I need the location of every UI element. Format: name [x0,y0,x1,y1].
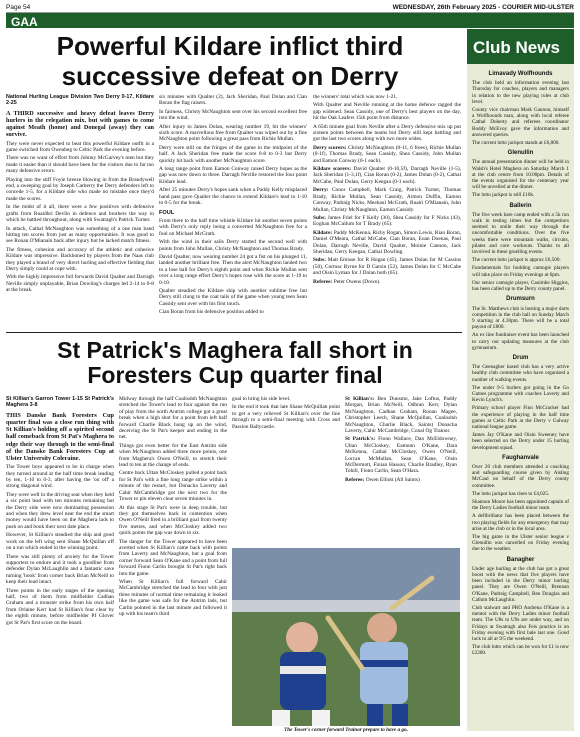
paragraph: Things got even better for the East Antrim side when McNaughton added three more points, one from Maghera's Owen O'Neill, to stretch their lead to ten at the change of ends. [119,442,227,469]
team-label: St Killian's: [345,396,378,402]
paragraph: Qualter steadied the Kildare ship with another sublime free but Derry still clung to the coat tails of the game when young teen Sean Cassidy sent over with his first touch. [159,287,307,307]
paragraph: The Tower boys appeared to be in charge when they turned around at the half time break leading by ten, 1-10 to 0-3, after having the 'on off' a strong diagonal wind. [6,464,114,490]
paragraph: Midway through the half Coalisdoh McNaughton stretched the Tower's lead to four against the run of play from the north Antrim college got a great break when a high shot for a point from left half forward Charlie Black hung up on the wind, deceiving the St Pat's keeper and ending in the net. [119,396,227,441]
article2-teams [345,396,457,483]
article2-col2-paras [119,396,227,617]
club-news-panel [467,29,574,731]
club-news-body [467,64,574,662]
team-line [313,187,461,213]
team-label: Referee: [345,476,366,483]
article2-lead: THIS Danske Bank Foresters Cup quarter final was a close run thing with St Killian's holding off a spirited second half comeback from St Pat's Maghera to edge their way through to the semi-final of the Danske Bank Foresters Cup at Ulster University Coleraine. [6,411,114,463]
paragraph: In fairness, Christy McNaughton sent over his second excellent free into the wind. [159,108,307,122]
paragraph: Cian Boran from his defensive position added to [159,309,264,316]
article1-crosshead: FOUL [159,209,175,216]
team-label: Subs: [313,257,328,264]
team-text: Conor Campbell, Mark Craig, Patrick Turner, Thomas Brady, Richie Mullan, Sean Cassidy, Aimon Duffin, Eamon Conway, Padraig Nicks, Meehaul McGrath, Ruairi O'Mianain, John Mullan, Christy McNaughton, Eamon Cassidy. [313,187,461,213]
club-name: Drumsurn [506,296,535,303]
team-text: Christy McNaughton (0-11, 6 frees), Richie Mullan (0-1f), Thomas Brady, Sean Cassidy, Shea Cassidy, John Mullan and Eamon Conway (0-1 each). [313,144,461,164]
paragraph: However, St Killian's steadied the ship and good work on the left wing sent Shane McQuillan off on a run which ended in the winning point. [6,532,114,552]
team-text: Fionn Wallace, Dan McEldowney, Ultan McCloskey, Eamonn O'Kane, Dara McKenna, Cathal McCloskey, Owen O'Neill, Lorcan McMullan, Sean O'Kane, Oisin McDermott, Finian Hasson, Charlie Bradley, Ryan Tohill, Fionn Carlin, Sean O'Hara. [345,436,457,475]
club-news-paragraph: The current lotto jackpot stands at £6,800. [472,140,560,147]
team-text: Peter Owens (Down). [333,278,381,285]
team-line [313,145,461,164]
paragraph: the winners' total which was now 1-21. [313,94,398,100]
headline-maghera: St Patrick's Maghera fall short in Foresters Cup quarter final [57,337,413,388]
paragraph: Three points in the early stages of the opening half, two of them from midfielder Cadhan Graham and a monster strike from his own half from Orlaine Kerr had St Killian's four clear by the eighth minute, before midfielder PJ Glover got St Pat's first score on the board. [6,587,114,626]
page-number: Page 54 [6,3,31,11]
club-name: Limavady Wolfhounds [488,71,553,77]
team-line [313,230,461,256]
hurling-photo-illustration [232,548,460,726]
club-news-paragraph: Our senior camogie player, Caoimhe Higgins, has been called up to the Derry county panel. [472,279,569,293]
paragraph: With the wind in their sails Derry started the second well with points from John Mullan, Christy McNaughton and Thomas Brady. [159,239,307,252]
club-news-paragraph: The under 9-5 hurlers got going in the Go Games programme with coaches Laverty and Kevin Lynch's. [472,384,569,404]
team-text: Ben Dunsmo, Jake Loftus, Paddy Morgan, Brian McNeill, Odhran Kerr, Dylan McNaughton, Cadhan Graham, Ronan Magee, Christopher Leech, Shane McQuillan, Coalisdoh McNaughton, Charlie Black, Saints) Donacha Laverty, Cahir McCambridge, Conal Og Trainor. [345,396,457,435]
team-text: Paddy McKenna, Richy Rogan, Simon Lewis, Rian Boran, Daniel O'Meara, Cathal McCabe, Cian Boran, Eoan Doenas, Paul Dolan, Darragh Neville, David Qualter, Moinie Cannon, Jack Sheridan, Gerry Keegan, Cathal Dowling. [313,229,461,255]
club-news-paragraph: The lotto jackpot has risen to £4,025. [472,490,550,497]
section-label: GAA [11,15,38,29]
club-news-paragraph: Under age hurling at the club has got a great boost with the news that five players have been included in the Derry minor hurling panel. They are Owen O'Neill, Brennan O'Kane, Padraig Campbell, Ben Douglas and Callum McLaughlin. [472,565,569,603]
club-news-paragraph: The annual presentation dinner will be held in Walsh's Hotel Maghera on Saturday March 1 at the club centre from 10.00pm. Details of the events organised for the centenary year will be unveiled at the dinner. [472,159,569,191]
team-label: Referee: [313,278,334,285]
article2-column-2 [119,396,227,619]
team-text: Matt Emisse for R Hogan (45), James Dolan for M Cassius (50), Cormac Byrne for D Garsin (52), James Dolan for C McCabe and Oisin Lyman for J Dolan both (65). [313,257,461,277]
article1-col2-paras [159,94,307,207]
club-news-paragraph: Primary school player Finn McCracker had the experience of playing in the half time games at Celtic Park at the Derry v Galway national league game. [472,405,569,430]
club-news-paragraph: Club stalwart and PRO Andrena O'Kane is a mentor with the Derry Ladies minor football team. The U8s to U9s are under way, and on Fridays at Swatragh also Feis practice is on Friday evening with first bale last one. Good luck to all at 9/5 the weekend. [472,605,569,643]
club-news-paragraph: Fundamentals for budding camogie players will take place on Friday evenings at 6pm. [472,265,569,278]
paragraph: The fitness, cohesion and accuracy of the athletic and cohesive Kildare was impressive. Backboned by players from the Naas club they played a brand of very direct hurling and effective fielding that Derry simply could at cope with. [6,246,154,272]
article2-col1-paras [6,464,114,626]
page-header [6,2,574,13]
paragraph: They were well in the driving seat when they held a six point lead with ten minutes remaining but the Derry side were now dominating possession and when they drew level near the end the smart money would have been on the Maghera lads to push on and book their next date place. [6,491,114,530]
paragraph: In the end it took that late Shane McQuillan point to get a very relieved St Killian's over the line through to a semi-final meeting with Cross and Passion Ballycastle. [232,404,340,430]
team-label: Derry: [313,187,332,194]
paragraph: Derry were still on the fringes of the game in the midpoint of the half. A Jack Sheridan free made the score 0-8 to 0-3 but Derry quickly hit back with another McNaughton score. [159,144,307,164]
paragraph: six minutes with Qualter (2), Jack Sheridan, Paul Dolan and Cian Boran the flag raisers. [159,94,307,107]
article1-col3-paras [313,94,461,143]
club-news-paragraph: Shannon Moore has been appointed captain of the Derry Ladies football minor team. [472,498,569,512]
club-news-paragraph: The St. Matthews club is hosting a major darts competition in the club hall on Sunday March 9 starting at 4.30pm. There will be a total payout of £800. [472,305,569,331]
paragraph: They were never expected to beat this powerful Kildare outfit in a game switched from Owenbeg to Celtic Park the evening before. [6,140,154,154]
club-news-paragraph: County vice chairman Mark Gannon, himself a Wolfhounds man, along with local referee Cathal Doherty and referees coordinator Roddy McEvoy gave the information and answered queries. [472,107,569,138]
issue-date: WEDNESDAY, 26th February 2025 - COURIER MID-ULSTER [392,3,574,11]
team-line [345,436,457,474]
club-name: Ballerin [509,202,532,209]
paragraph: The danger for the Tower appeared to have been averted when St Killian's came back with points from Laverty and McNaughton, but a goal from corner forward Sean O'Kane and a point from full forward Fionn Carlin brought St Pat's right back into the game. [119,538,227,577]
article2-column-4 [345,396,457,485]
team-line [345,477,457,483]
club-news-paragraph: Over 20 club members attended a coaching and safeguarding course given by Aisling McCaul on behalf of the Derry county committee. [472,463,569,489]
article1-col1-paras [6,141,154,294]
club-news-paragraph: The club lotto which can be won for £1 is now £2200. [472,644,569,657]
team-label: St Patrick's: [345,436,379,443]
article2-column-1 [6,396,114,628]
club-news-paragraph: The club held an information evening last Thursday for coaches, players and managers in relation to the new playing rules at club level. [472,80,569,105]
club-news-paragraph: A defibrillator has been placed between the two playing fields for any emergency that may arise at the club or in the local area. [472,513,569,532]
club-news-title: Club News [467,29,574,64]
paragraph: Centre back Ultan McCloskey pulled a point back for St Pat's with a fine long range strike within a minute of the restart, but Donacha Laverty and Cahir McCambridge got the next two for the Tower to pin eleven clear seven minutes in. [119,470,227,503]
paragraph: In attack, Cathal McNaughton was something of a one man band hitting ten scores from just as many opportunities. It was good to see Ronan O'Mianain back after injury but he lacked match fitness. [6,225,154,245]
article2-col3-paras [232,396,340,430]
article1-teams [313,145,461,285]
team-line [313,279,461,285]
article1-column-3 [313,94,461,287]
club-name: Glenullin [507,150,534,157]
article1-lead: A THIRD successive and heavy defeat leaves Derry hurlers in the relegation mix, but with games to come against Meath (home) and Donegal (away) they can survive. [6,109,154,139]
hurling-photo [232,548,460,726]
headline-kildare-derry: Powerful Kildare inflict third successive defeat on Derry [56,31,404,91]
club-news-paragraph: The lotto jackpot is still £10k. [472,192,535,199]
club-news-paragraph: The five week bare camp ended with a 5k run walk in testing times but the competitors seemed to smile their way through the uncomfortable conditions. Over the five weeks there were mountain walks, circuits, pilates and core workouts. Thanks to all involved in these gruelling events. [472,211,569,256]
paragraph: With Qualter and Neville running at the home defence ragged the gap widened. Sean Cassidy, one of Derry's best players on the day, hit the Oak Leafers 15th point from distance. [313,102,461,122]
paragraph: With the highly impressive full forwards David Qualter and Darragh Neville simply unplayable, Brian Dowling's charges led 2-14 to 0-8 at the break. [6,274,154,294]
team-label: Derry scorers: [313,144,349,151]
team-line [345,396,457,434]
article1-column-2 [159,94,307,318]
team-text: Owen Elliott (All Saints) [365,476,420,483]
photo-caption: The Tower's corner forward Trainor prepare to have a go. [284,727,408,733]
paragraph: A 65th minute goal from Neville after a Derry defensive mix up put sixteen points between the teams but Derry still kept battling and got the last two scores along with two more wides. [313,123,461,143]
paragraph: There was no want of effort from Johnny McGarvey's men but they made it easier than it should have been for the visitors due to far too many defensive errors. [6,155,154,175]
paragraph: When St Killian's full forward Cahir McCambridge stretched the lead to four with just three minutes of normal time remaining it looked like the game was safe for the Antrim lads, but Carlin pointed in the last minute and followed it up with his team's third [119,578,227,617]
team-text: David Qualter (0-10,5f), Darragh Neville (1-5), Jack Sheridan (1-3,1f), Cian Boran (0-2), James Dolan (0-2), Cathal McCabe, Paul Dolan, Gerry Keegan (0-1 each). [313,166,461,185]
club-news-paragraph: An ex line fundraiser event has been launched to carry out updating measures at the club gymnasium. [472,332,569,351]
paragraph: David Qualter, now wearing number 24 got a fist on his plunged 11, landed another brilliant free. Then the alert McNaughton landed two to a lose ball for Derry's eighth point and when Richie Mullan sent over a long range effort Derry's hopes rose with the score at 1-19 to 0-10. [159,253,307,286]
club-news-paragraph: The big game in the Ulster senior league v Glenullin was cancelled on Friday evening due to the weather. [472,534,569,553]
article1-column-1 [6,94,154,296]
club-name: Faughanvale [502,454,539,461]
article2-subhead: St Killian's Garron Tower 1-15 St Patrick's Maghera 3-8 [6,396,114,409]
section-banner [6,13,574,28]
team-text: James Friel for F Kelly (30), Shea Cassidy for F Nicks (43), Eoghan McCullum for T Brady (65). [313,214,461,228]
paragraph: There was still plenty of anxiety for the Tower supporters to endure and it took a goodline from defender Dylan McLaughlin and a fantastic save turning 'hook' from corner back Brian McNeill to keep their lead intact. [6,553,114,586]
article1-col2b-paras [159,218,307,316]
paragraph: After 25 minutes Derry's hopes sank when a Paddy Kelly misplaced hand pass gave Qualter the chance to extend Kildare's lead to 1-10 to 0-5 for the break. [159,187,307,207]
team-label: Kildare: [313,229,334,236]
team-label: Kildare scorers: [313,166,354,173]
team-line [313,166,461,185]
paragraph: In the midst of it all, there were a few positives with defensive grafts from Ruaidhri Devlin in defence and brothers the way in which he battled throughout, along with Swatragh's Patrick Turner. [6,204,154,224]
team-line [313,257,461,276]
paragraph: After injury to James Dolan, wearing number 19, hit the winners' sixth score. A marvellous free from Qualter was wiped out by a fine McNaughton point following a great pass from Richie Mullan. [159,123,307,143]
paragraph: A long range point from Eamon Conway raised Derry hopes as the gap was now down to three. Darragh Neville restored the four point Kildare lead. [159,166,307,185]
club-news-paragraph: The Geenagher based club has a very active healthy club committee who have organised a number of walking events. [472,364,569,383]
paragraph: From there to the half time whistle Kildare hit another seven points with Derry's only reply being a converted McNaughton free for a foul on Michael McGrath. [159,217,307,237]
paragraph: At this stage St Pat's were in deep trouble, but they got themselves back in contention when Owen O'Neill fired in a brilliant goal from twenty five metres, and when McCloskey added two quick points the gap was down to six. [119,504,227,537]
article-divider [6,332,462,333]
club-news-paragraph: The current lotto jackpot is approx £6,500. [472,257,561,264]
article2-column-3 [232,396,340,432]
article1-subhead: National Hurling League Division Two Derry 0-17, Kildare 2-25 [6,94,154,107]
paragraph: goal to bring his side level. [232,396,291,402]
team-label: Subs: [313,214,328,221]
team-line [313,215,461,228]
club-name: Banagher [506,556,535,563]
paragraph: Playing into the stiff Foyle breeze blowing in from the Brandywell end, a sweeping goal by Joseph Carberry the Derry defenders left to concede 1-5, for a Kildare side who made no mistake once they'd made the scores. [6,176,154,202]
club-name: Drum [512,354,529,361]
club-news-paragraph: James Jay O'Kane and Oisin Sweeney have been selected on the Derry under 15 hurling development squad. [472,432,569,451]
